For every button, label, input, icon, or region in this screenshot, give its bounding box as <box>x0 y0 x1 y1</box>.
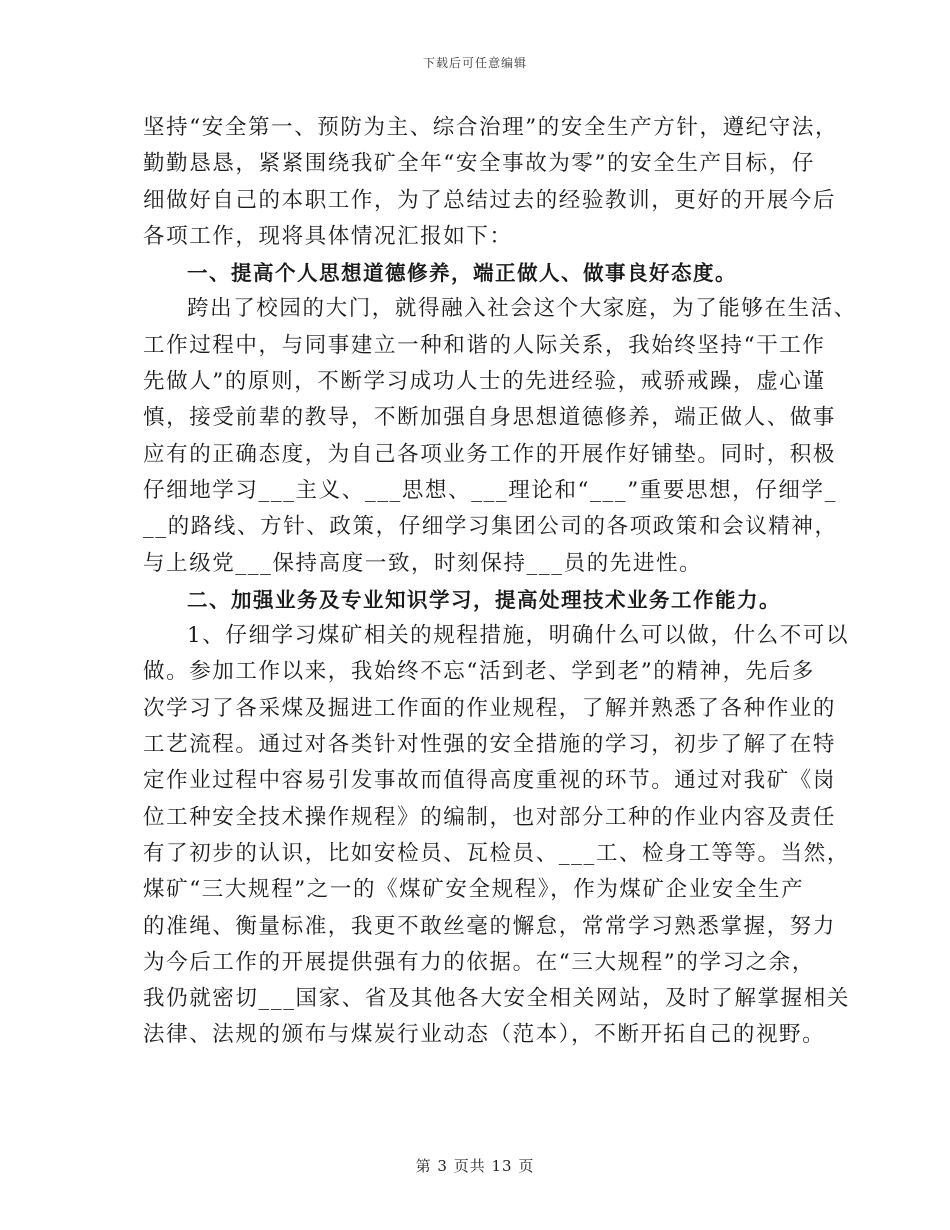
paragraph-line: 勤勤恳恳，紧紧围绕我矿全年“安全事故为零”的安全生产目标，仔 <box>143 151 815 177</box>
paragraph-line: 先做人”的原则，不断学习成功人士的先进经验，戒骄戒躁，虚心谨 <box>143 369 826 395</box>
paragraph-line: 的准绳、衡量标准，我更不敢丝毫的懈怠，常常学习熟悉掌握，努力 <box>143 913 837 939</box>
paragraph-line: 法律、法规的颁布与煤炭行业动态（范本），不断开拓自己的视野。 <box>143 1022 826 1048</box>
paragraph-line: 1、仔细学习煤矿相关的规程措施，明确什么可以做，什么不可以 <box>187 623 850 649</box>
paragraph-line: 做。参加工作以来，我始终不忘“活到老、学到老”的精神，先后多 <box>143 659 815 685</box>
paragraph-line: 慎，接受前辈的教导，不断加强自身思想道德修养，端正做人、做事 <box>143 405 837 431</box>
paragraph-line: 坚持“安全第一、预防为主、综合治理”的安全生产方针，遵纪守法， <box>143 115 839 140</box>
document-body <box>143 110 857 1054</box>
paragraph-line: __的路线、方针、政策，仔细学习集团公司的各项政策和会议精神， <box>143 514 838 540</box>
paragraph-line: 跨出了校园的大门，就得融入社会这个大家庭，为了能够在生活、 <box>187 296 857 322</box>
paragraph-line: 位工种安全技术操作规程》的编制，也对部分工种的作业内容及责任 <box>143 804 837 830</box>
paragraph-line: 仔细地学习___主义、___思想、___理论和“___”重要思想，仔细学_ <box>143 477 837 503</box>
page-header: 下载后可任意编辑 <box>422 56 527 70</box>
paragraph-line: 次学习了各采煤及掘进工作面的作业规程，了解并熟悉了各种作业的 <box>143 695 837 721</box>
paragraph-line: 与上级党___保持高度一致，时刻保持___员的先进性。 <box>143 550 703 576</box>
section-heading-2: 二、加强业务及专业知识学习，提高处理技术业务工作能力。 <box>187 587 781 612</box>
paragraph-line: 为今后工作的开展提供强有力的依据。在“三大规程”的学习之余， <box>143 949 815 975</box>
paragraph-line: 应有的正确态度，为自己各项业务工作的开展作好铺垫。同时，积极 <box>143 441 837 467</box>
paragraph-line: 煤矿“三大规程”之一的《煤矿安全规程》，作为煤矿企业安全生产 <box>143 877 805 903</box>
paragraph-line: 有了初步的认识，比如安检员、瓦检员、___工、检身工等等。当然， <box>143 840 850 866</box>
paragraph-line: 各项工作，现将具体情况汇报如下： <box>143 223 513 249</box>
paragraph-line: 细做好自己的本职工作，为了总结过去的经验教训，更好的开展今后 <box>143 187 837 213</box>
paragraph-line: 我仍就密切___国家、省及其他各大安全相关网站，及时了解掌握相关 <box>143 986 850 1012</box>
paragraph-line: 工艺流程。通过对各类针对性强的安全措施的学习，初步了解了在特 <box>143 732 837 758</box>
page-number: 第 3 页共 13 页 <box>415 1157 535 1175</box>
paragraph-line: 工作过程中，与同事建立一种和谐的人际关系，我始终坚持“干工作 <box>143 332 826 358</box>
section-heading-1: 一、提高个人思想道德修养，端正做人、做事良好态度。 <box>187 261 737 286</box>
paragraph-line: 定作业过程中容易引发事故而值得高度重视的环节。通过对我矿《岗 <box>143 768 837 794</box>
